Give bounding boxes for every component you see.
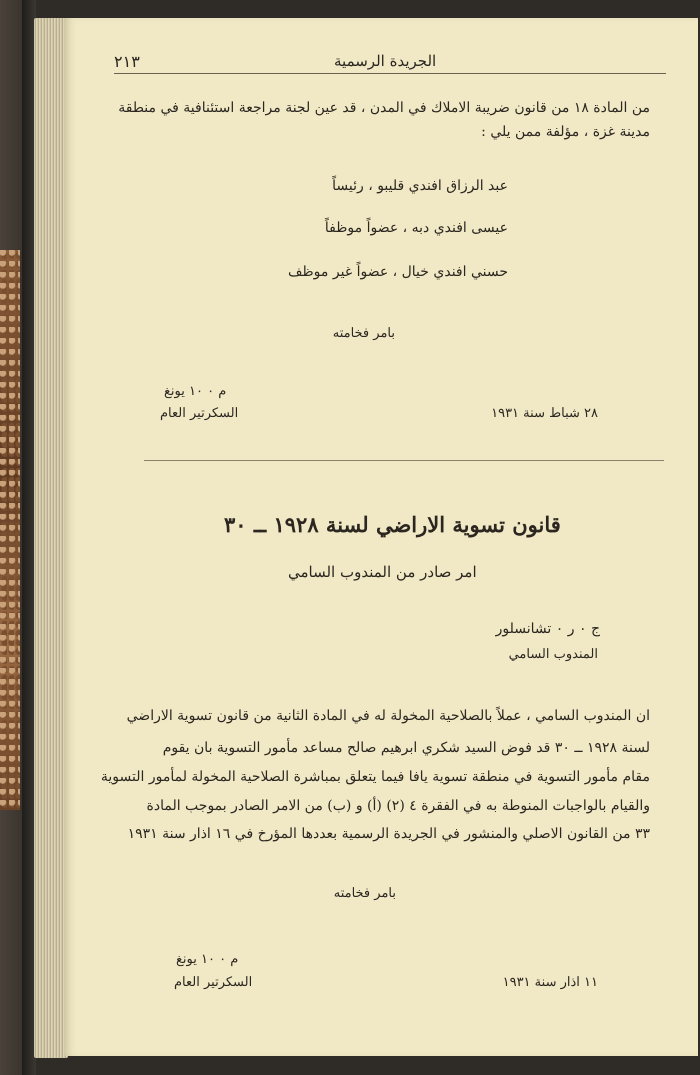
notice1-signer-name: م ٠ ١٠ يونغ — [164, 384, 227, 399]
notice1-by-order: بامر فخامته — [332, 326, 395, 341]
law-by-order: بامر فخامته — [333, 886, 396, 901]
law-line-4: والقيام بالواجبات المنوطة به في الفقرة ٤ (٢) (أ) و (ب) من الامر الصادر بموجب المادة — [146, 798, 650, 814]
section-divider — [144, 460, 664, 461]
page-edges — [34, 18, 68, 1058]
member-2: عيسى افندي دبه ، عضواً موظفاً — [324, 220, 508, 236]
page-number: ٢١٣ — [114, 52, 140, 71]
commissioner-name: ج ٠ ر ٠ تشانسلور — [495, 621, 600, 637]
page — [64, 18, 698, 1056]
notice1-signer-title: السكرتير العام — [160, 406, 239, 421]
member-1: عبد الرزاق افندي قليبو ، رئيساً — [332, 178, 508, 194]
header-rule — [114, 73, 666, 74]
law-title: قانون تسوية الاراضي لسنة ١٩٢٨ ــ ٣٠ — [224, 512, 561, 537]
law-line-2: لسنة ١٩٢٨ ــ ٣٠ قد فوض السيد شكري ابرهيم صالح مساعد مأمور التسوية بان يقوم — [162, 740, 650, 756]
law-line-5: ٣٣ من القانون الاصلي والمنشور في الجريدة الرسمية بعددها المؤرخ في ١٦ اذار سنة ١٩٣١ — [127, 826, 650, 842]
page-header-title: الجريدة الرسمية — [334, 52, 437, 70]
law-line-3: مقام مأمور التسوية في منطقة تسوية يافا فيما يتعلق بمباشرة الصلاحية المخولة لمأمور التسوية — [100, 769, 650, 785]
marbled-cover-edge — [0, 250, 20, 810]
commissioner-title: المندوب السامي — [508, 647, 598, 662]
law-line-1: ان المندوب السامي ، عملاً بالصلاحية المخولة له في المادة الثانية من قانون تسوية الاراضي — [126, 708, 650, 724]
notice1-date: ٢٨ شباط سنة ١٩٣١ — [491, 406, 598, 421]
law-signer-title: السكرتير العام — [174, 975, 253, 990]
notice1-line-1: من المادة ١٨ من قانون ضريبة الاملاك في المدن ، قد عين لجنة مراجعة استئنافية في منطقة — [118, 100, 650, 116]
law-subtitle: امر صادر من المندوب السامي — [288, 563, 477, 581]
law-date: ١١ اذار سنة ١٩٣١ — [502, 975, 598, 990]
member-3: حسني افندي خيال ، عضواً غير موظف — [288, 264, 508, 280]
notice1-line-2: مدينة غزة ، مؤلفة ممن يلي : — [481, 124, 650, 140]
law-signer-name: م ٠ ١٠ يونغ — [176, 952, 239, 967]
